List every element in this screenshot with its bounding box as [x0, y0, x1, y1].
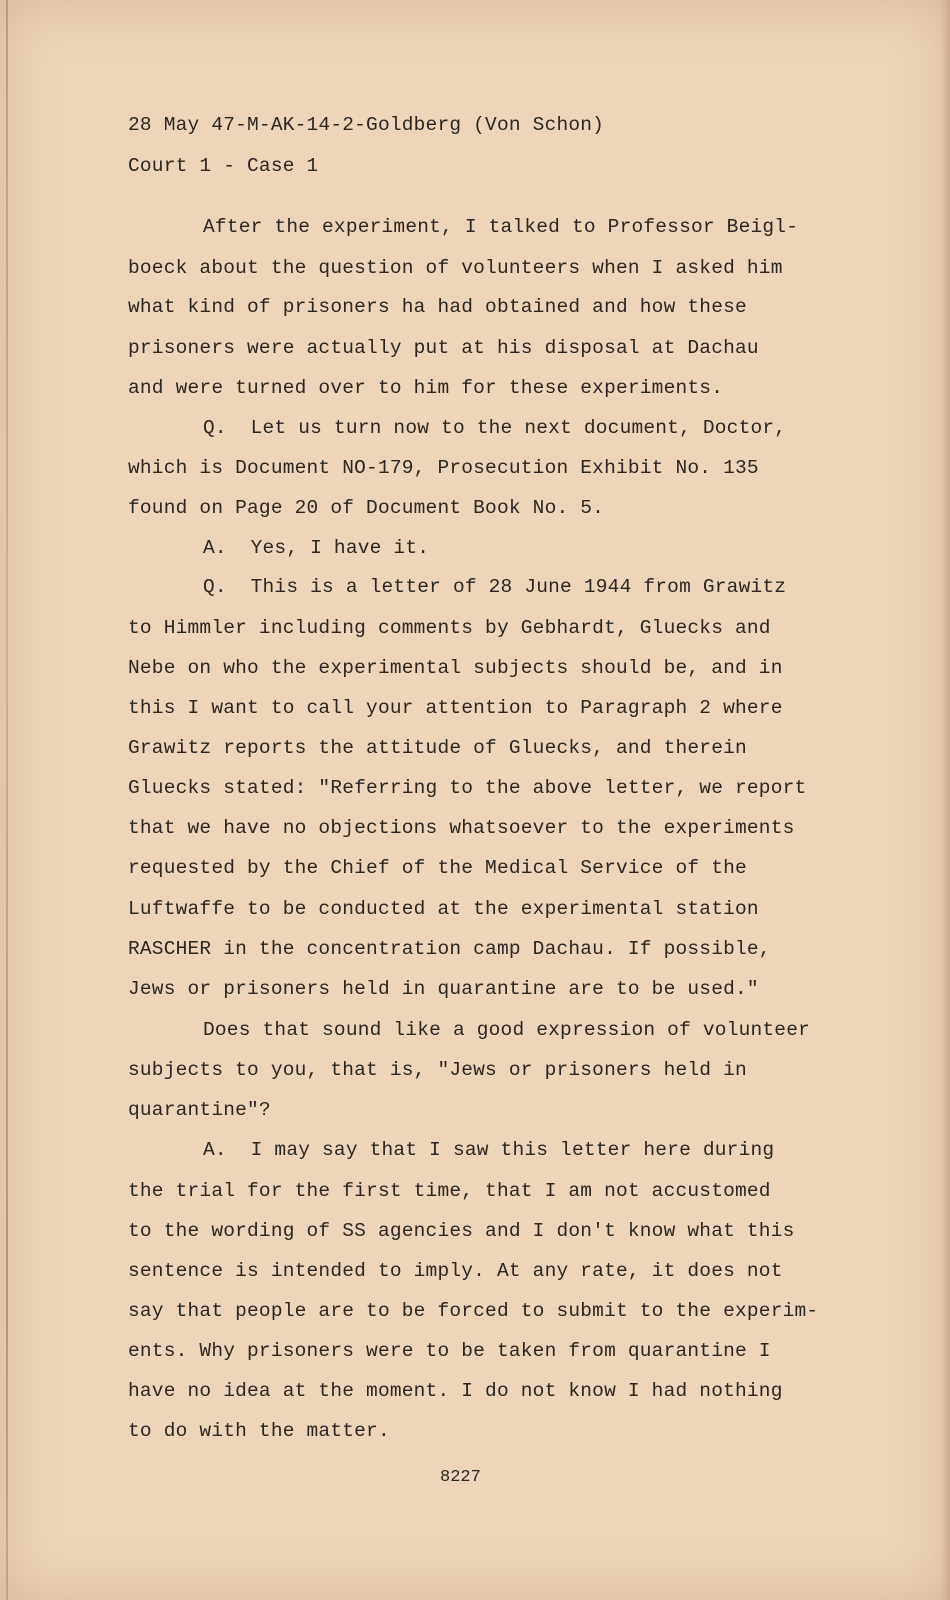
- text-line: Q. This is a letter of 28 June 1944 from Grawitz: [203, 576, 787, 598]
- page-edge-shadow: [940, 0, 950, 1600]
- text-line: found on Page 20 of Document Book No. 5.: [128, 497, 605, 519]
- text-line: to do with the matter.: [128, 1420, 390, 1442]
- header-line-2: Court 1 - Case 1: [128, 155, 319, 177]
- text-line: prisoners were actually put at his disposal at Dachau: [128, 337, 759, 359]
- text-line: ents. Why prisoners were to be taken from quarantine I: [128, 1340, 771, 1362]
- text-line: RASCHER in the concentration camp Dachau. If possible,: [128, 938, 771, 960]
- text-line: say that people are to be forced to submit to the experim-: [128, 1300, 819, 1322]
- text-line: boeck about the question of volunteers when I asked him: [128, 257, 783, 279]
- page-number: 8227: [440, 1468, 481, 1487]
- header-line-1: 28 May 47-M-AK-14-2-Goldberg (Von Schon): [128, 114, 605, 136]
- text-line: Grawitz reports the attitude of Gluecks, and therein: [128, 737, 747, 759]
- text-line: Does that sound like a good expression of volunteer: [203, 1019, 810, 1041]
- text-line: this I want to call your attention to Paragraph 2 where: [128, 697, 783, 719]
- text-line: Nebe on who the experimental subjects should be, and in: [128, 657, 783, 679]
- text-line: to the wording of SS agencies and I don't know what this: [128, 1220, 795, 1242]
- text-line: quarantine"?: [128, 1099, 271, 1121]
- text-line: that we have no objections whatsoever to the experiments: [128, 817, 795, 839]
- text-line: Jews or prisoners held in quarantine are to be used.": [128, 978, 759, 1000]
- text-line: which is Document NO-179, Prosecution Exhibit No. 135: [128, 457, 759, 479]
- text-line: have no idea at the moment. I do not know I had nothing: [128, 1380, 783, 1402]
- text-line: Gluecks stated: "Referring to the above letter, we report: [128, 777, 807, 799]
- text-line: Q. Let us turn now to the next document, Doctor,: [203, 417, 787, 439]
- text-line: Luftwaffe to be conducted at the experimental station: [128, 898, 759, 920]
- text-line: A. Yes, I have it.: [203, 537, 430, 559]
- text-line: subjects to you, that is, "Jews or prisoners held in: [128, 1059, 747, 1081]
- text-line: and were turned over to him for these experiments.: [128, 377, 724, 399]
- text-line: to Himmler including comments by Gebhardt, Gluecks and: [128, 617, 771, 639]
- text-line: sentence is intended to imply. At any rate, it does not: [128, 1260, 783, 1282]
- text-line: A. I may say that I saw this letter here during: [203, 1139, 775, 1161]
- page-edge: [6, 0, 8, 1600]
- text-line: what kind of prisoners ha had obtained and how these: [128, 296, 747, 318]
- text-line: After the experiment, I talked to Professor Beigl-: [203, 216, 799, 238]
- text-line: requested by the Chief of the Medical Service of the: [128, 857, 747, 879]
- text-line: the trial for the first time, that I am not accustomed: [128, 1180, 771, 1202]
